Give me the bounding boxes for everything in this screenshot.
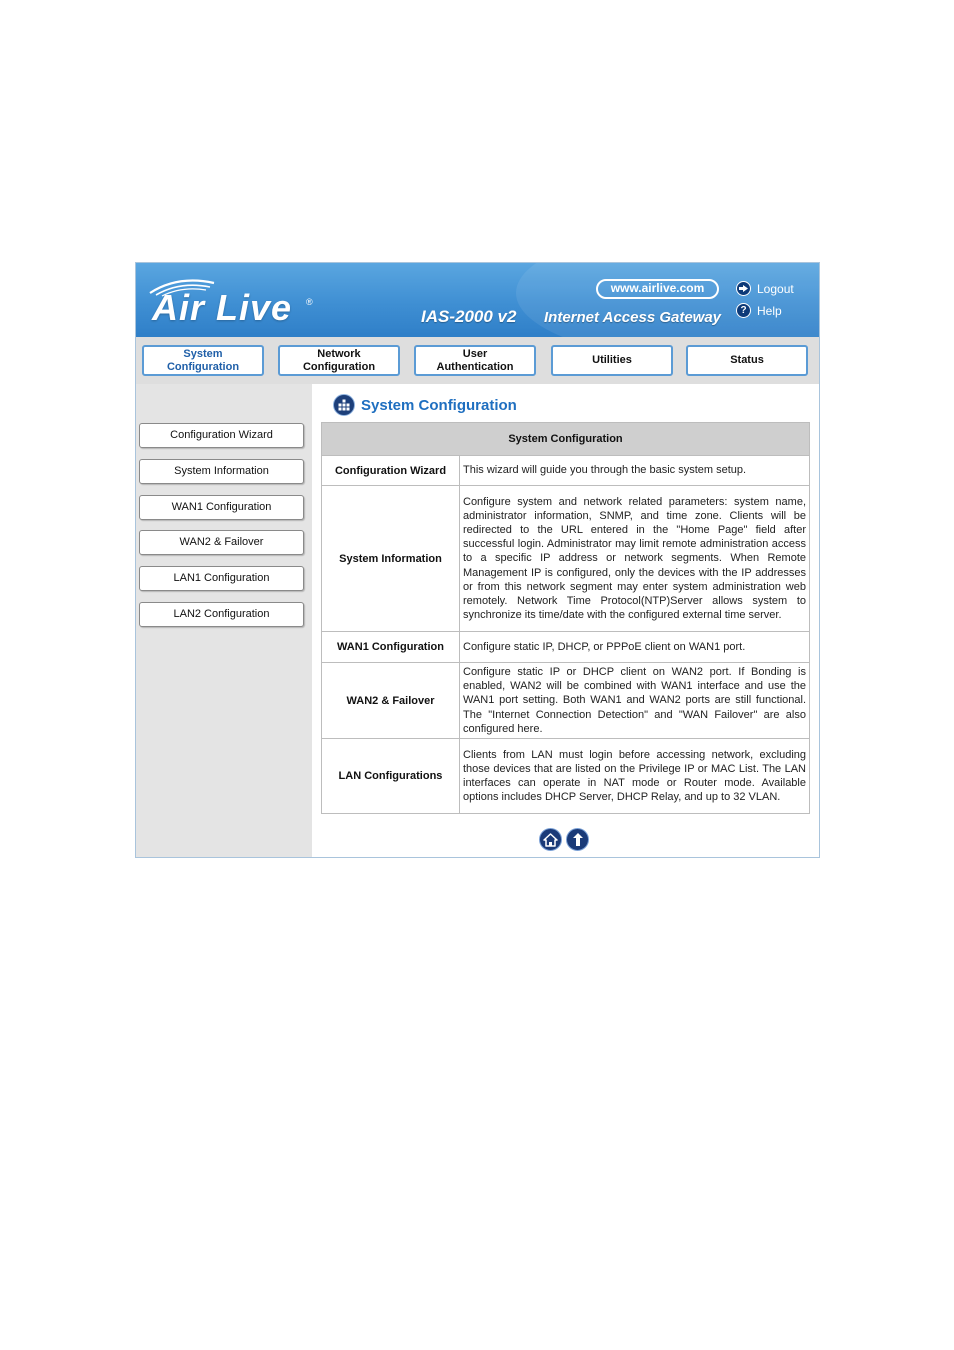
table-row: [322, 663, 810, 739]
sidebar-item-lan2-configuration[interactable]: LAN2 Configuration: [139, 602, 304, 627]
page-title: [333, 394, 517, 416]
up-arrow-icon[interactable]: [566, 828, 589, 851]
row-description: Configure static IP or DHCP client on WAN2 port. If Bonding is enabled, WAN2 will be combined with WAN1 interface and use the WAN1 port setting. Both WAN1 and WAN2 ports are still functional. The "Internet Connection Detection" and "WAN Failover" are also configured here.: [460, 663, 810, 739]
home-icon[interactable]: [539, 828, 562, 851]
tab-label-line2: Authentication: [436, 360, 514, 373]
help-icon: ?: [736, 303, 751, 318]
tab-status[interactable]: [686, 345, 808, 376]
sidebar-item-wan1-configuration[interactable]: WAN1 Configuration: [139, 495, 304, 520]
footer-nav: [539, 828, 589, 851]
page-title-text: System Configuration: [361, 396, 517, 414]
tab-system-configuration[interactable]: [142, 345, 264, 376]
row-description: Configure static IP, DHCP, or PPPoE client on WAN1 port.: [460, 632, 810, 663]
tab-utilities[interactable]: [551, 345, 673, 376]
website-link[interactable]: www.airlive.com: [596, 279, 719, 299]
sidebar-item-wan2-failover[interactable]: WAN2 & Failover: [139, 530, 304, 555]
tab-user-authentication[interactable]: [414, 345, 536, 376]
sidebar-item-system-information[interactable]: System Information: [139, 459, 304, 484]
system-configuration-table: [321, 422, 810, 814]
logout-label: Logout: [757, 281, 794, 296]
sidebar: [136, 384, 312, 857]
table-row: [322, 632, 810, 663]
airlive-logo: Air Live: [152, 287, 293, 328]
tab-network-configuration[interactable]: [278, 345, 400, 376]
main-content: [312, 384, 819, 857]
app-frame: [135, 262, 820, 858]
table-row: [322, 486, 810, 632]
table-header: System Configuration: [322, 423, 810, 456]
product-name: IAS-2000 v2: [421, 307, 517, 326]
row-name: LAN Configurations: [322, 739, 460, 814]
table-row: [322, 739, 810, 814]
tab-label-line2: Configuration: [166, 360, 240, 373]
row-name: WAN1 Configuration: [322, 632, 460, 663]
row-description: This wizard will guide you through the basic system setup.: [460, 456, 810, 486]
sitemap-icon: [333, 394, 355, 416]
row-name: Configuration Wizard: [322, 456, 460, 486]
row-name: WAN2 & Failover: [322, 663, 460, 739]
sidebar-item-configuration-wizard[interactable]: Configuration Wizard: [139, 423, 304, 448]
product-tagline: Internet Access Gateway: [544, 309, 722, 326]
row-description: Clients from LAN must login before accessing network, excluding those devices that are listed on the Privilege IP or MAC List. The LAN interfaces can operate in NAT mode or Router mode. Available options includes DHCP Server, DHCP Relay, and up to 32 VLAN.: [460, 739, 810, 814]
table-row: [322, 456, 810, 486]
tab-label-line2: Configuration: [302, 360, 376, 373]
tab-label: Utilities: [592, 354, 632, 366]
help-label: Help: [757, 303, 782, 318]
sidebar-item-lan1-configuration[interactable]: LAN1 Configuration: [139, 566, 304, 591]
tab-label: Status: [730, 354, 764, 366]
row-name: System Information: [322, 486, 460, 632]
logout-icon: [736, 281, 751, 296]
tab-label-line1: System: [183, 347, 223, 360]
table-header-row: [322, 423, 810, 456]
header-banner: [136, 263, 819, 337]
registered-mark: ®: [306, 297, 313, 307]
help-link[interactable]: [736, 303, 782, 318]
main-tab-bar: [136, 337, 819, 384]
row-description: Configure system and network related parameters: system name, administrator information, SNMP, and time zone. Clients will be redirected to the URL entered in the "Home Page" field after successful login. Administrator may limit remote administration access to a specific IP address or network segments. When Remote Management IP is configured, only the devices with the IP addresses or from this network segment may enter system administration web remotely. Network Time Protocol(NTP)Server allows system to synchronize its time/date with the configured external time server.: [460, 486, 810, 632]
tab-label-line1: Network: [317, 347, 361, 360]
tab-label-line1: User: [462, 347, 488, 360]
logout-link[interactable]: [736, 281, 794, 296]
